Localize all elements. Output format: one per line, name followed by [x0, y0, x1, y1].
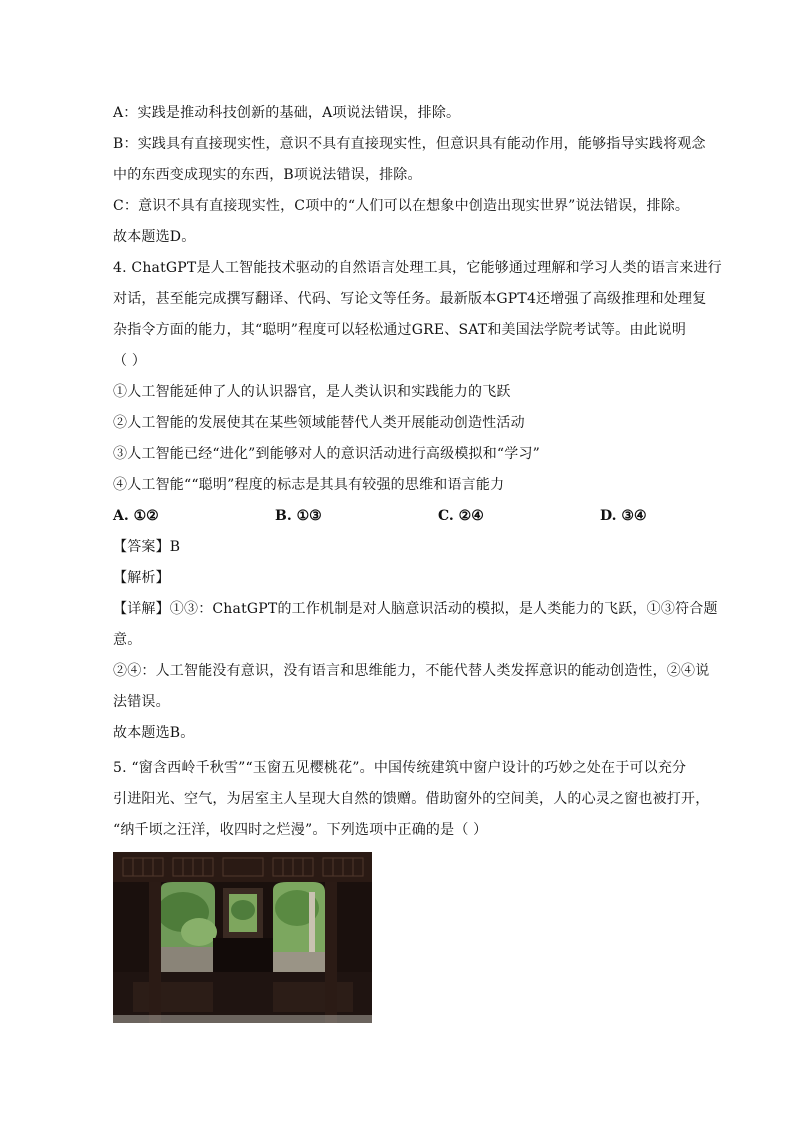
text-line: C：意识不具有直接现实性，C项中的“人们可以在想象中创造出现实世界”说法错误，排除。	[113, 198, 690, 214]
text-line: ②④：人工智能没有意识，没有语言和思维能力，不能代替人类发挥意识的能动创造性，②④说	[113, 663, 710, 679]
text-line: 意。	[113, 632, 142, 648]
option-a: A. ①②	[113, 508, 159, 524]
question-5-stem: 5. “窗含西岭千秋雪”“玉窗五见樱桃花”。中国传统建筑中窗户设计的巧妙之处在于可以充分	[113, 760, 687, 776]
text-line: B：实践具有直接现实性，意识不具有直接现实性，但意识具有能动作用，能够指导实践将观念	[113, 136, 706, 152]
answer-blank: （ ）	[113, 353, 147, 369]
statement-2: ②人工智能的发展使其在某些领域能替代人类开展能动创造性活动	[113, 415, 525, 431]
text-line: 故本题选D。	[113, 229, 196, 245]
text-line: 中的东西变成现实的东西，B项说法错误，排除。	[113, 167, 422, 183]
option-c: C. ②④	[438, 508, 484, 524]
text-line: A：实践是推动科技创新的基础，A项说法错误，排除。	[113, 105, 461, 121]
text-line: 故本题选B。	[113, 725, 195, 741]
question-4-stem: 4. ChatGPT是人工智能技术驱动的自然语言处理工具，它能够通过理解和学习人类的语言来进行	[113, 260, 722, 276]
text-line: 对话，甚至能完成撰写翻译、代码、写论文等任务。最新版本GPT4还增强了高级推理和处理复	[113, 291, 707, 307]
option-d: D. ③④	[600, 508, 647, 524]
text-line: 引进阳光、空气，为居室主人呈现大自然的馈赠。借助窗外的空间美，人的心灵之窗也被打开，	[113, 791, 710, 807]
text-line: 杂指令方面的能力，其“聪明”程度可以轻松通过GRE、SAT和美国法学院考试等。由此说明	[113, 322, 687, 338]
answer-line: 【答案】B	[113, 539, 181, 555]
statement-3: ③人工智能已经“进化”到能够对人的意识活动进行高级模拟和“学习”	[113, 446, 541, 462]
statement-4: ④人工智能““聪明”程度的标志是其具有较强的思维和语言能力	[113, 477, 505, 493]
option-b: B. ①③	[275, 508, 322, 524]
window-garden-illustration	[113, 852, 372, 1023]
window-garden-photo	[113, 852, 372, 1023]
statement-1: ①人工智能延伸了人的认识器官，是人类认识和实践能力的飞跃	[113, 384, 511, 400]
text-line: “纳千顷之汪洋，收四时之烂漫”。下列选项中正确的是（ ）	[113, 822, 488, 838]
text-line: 法错误。	[113, 694, 170, 710]
detail-line: 【详解】①③：ChatGPT的工作机制是对人脑意识活动的模拟，是人类能力的飞跃，①③符合题	[113, 601, 718, 617]
analysis-heading: 【解析】	[113, 570, 170, 586]
